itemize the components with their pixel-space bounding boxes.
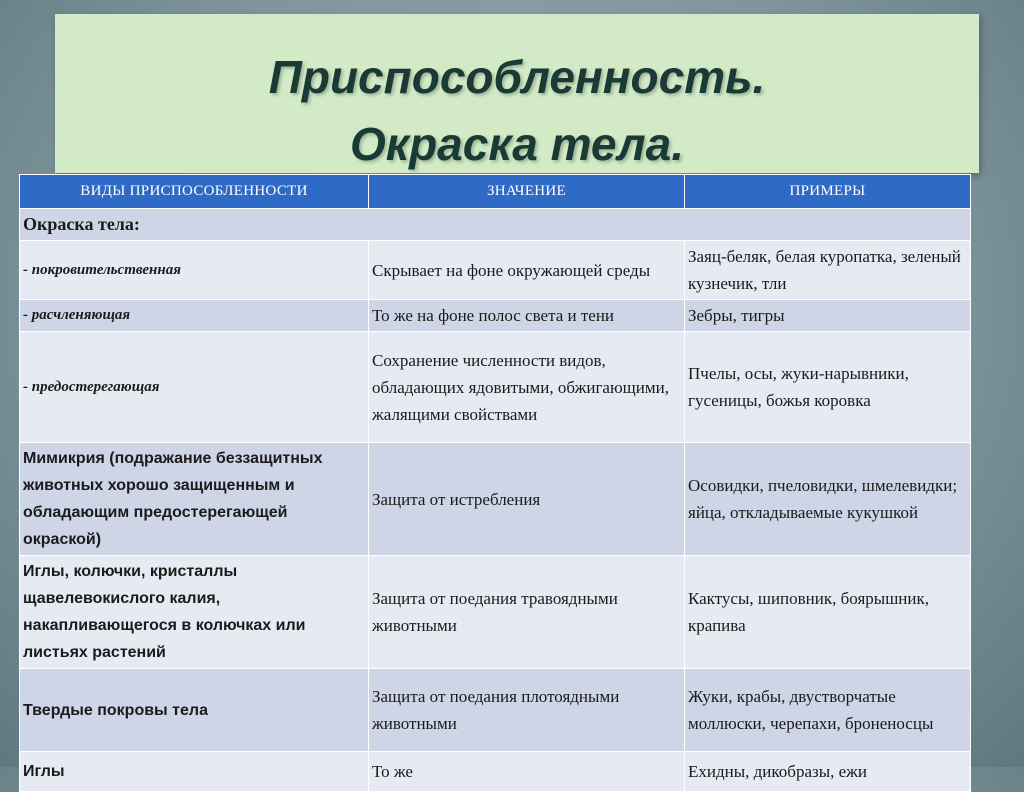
cell-examples: Пчелы, осы, жуки-нарывники, гусеницы, божья коровка [685,332,971,443]
cell-type: Иглы [20,752,369,792]
cell-examples: Жуки, крабы, двустворчатые моллюски, черепахи, броненосцы [685,669,971,752]
cell-examples: Кактусы, шиповник, боярышник, крапива [685,556,971,669]
table-row [20,556,971,669]
cell-type: Твердые покровы тела [20,669,369,752]
cell-meaning: То же [369,752,685,792]
cell-examples: Зебры, тигры [685,300,971,332]
cell-examples: Ехидны, дикобразы, ежи [685,752,971,792]
title-panel [55,14,979,173]
header-meaning: ЗНАЧЕНИЕ [369,175,685,209]
cell-type: - покровительственная [20,241,369,300]
header-examples: ПРИМЕРЫ [685,175,971,209]
cell-meaning: Скрывает на фоне окружающей среды [369,241,685,300]
table-row [20,669,971,752]
table-row [20,443,971,556]
table-row [20,752,971,792]
cell-meaning: Защита от истребления [369,443,685,556]
cell-type: Иглы, колючки, кристаллы щавелевокислого калия, накапливающегося в колючках или листьях растений [20,556,369,669]
cell-meaning: Защита от поедания плотоядными животными [369,669,685,752]
cell-type: - расчленяющая [20,300,369,332]
section-label: Окраска тела: [20,209,971,241]
slide-title-line-2: Окраска тела. [349,118,685,170]
adaptations-table [19,174,971,792]
cell-type: Мимикрия (подражание беззащитных животных хорошо защищенным и обладающим предостерегающей окраской) [20,443,369,556]
cell-examples: Осовидки, пчеловидки, шмелевидки; яйца, откладываемые кукушкой [685,443,971,556]
header-types: ВИДЫ ПРИСПОСОБЛЕННОСТИ [20,175,369,209]
table-row-section [20,209,971,241]
table-row [20,332,971,443]
cell-meaning: Защита от поедания травоядными животными [369,556,685,669]
table-row [20,241,971,300]
table-header-row [20,175,971,209]
cell-examples: Заяц-беляк, белая куропатка, зеленый кузнечик, тли [685,241,971,300]
cell-type: - предостерегающая [20,332,369,443]
cell-meaning: Сохранение численности видов, обладающих ядовитыми, обжигающими, жалящими свойствами [369,332,685,443]
table-row [20,300,971,332]
slide-title-line-1: Приспособленность. [268,51,766,103]
cell-meaning: То же на фоне полос света и тени [369,300,685,332]
